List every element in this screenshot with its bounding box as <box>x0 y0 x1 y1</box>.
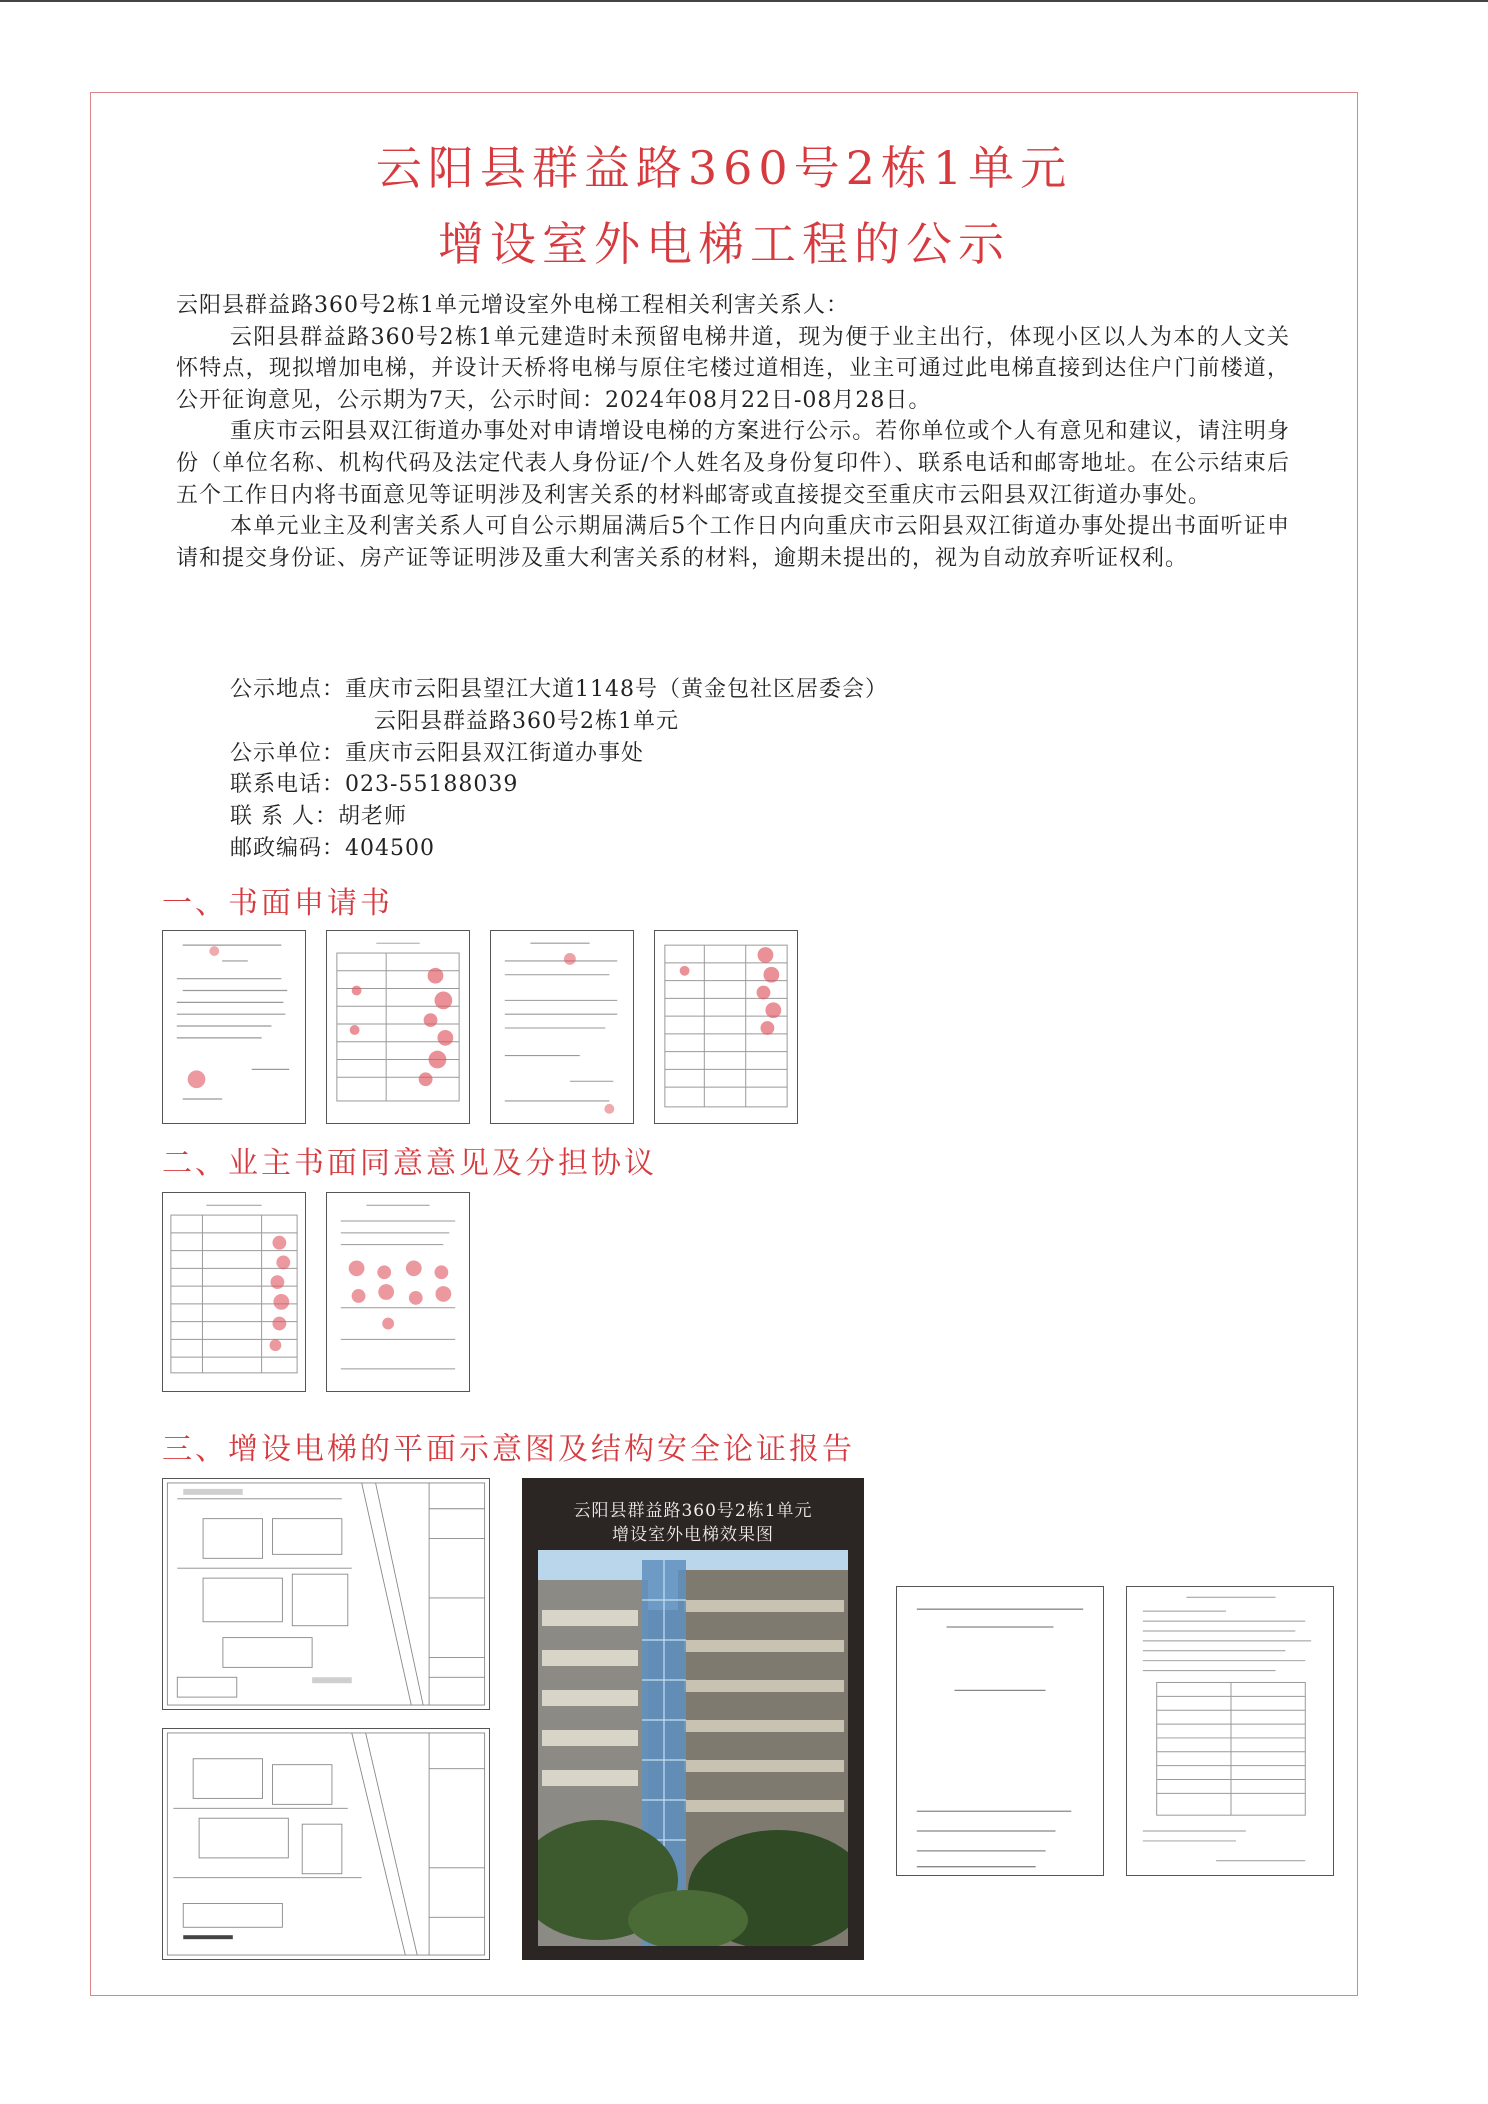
salutation: 云阳县群益路360号2栋1单元增设室外电梯工程相关利害关系人： <box>176 293 849 318</box>
info-phone-row <box>230 769 888 801</box>
info-unit-row <box>230 738 888 770</box>
consent-doc-thumbnail-1 <box>162 1192 306 1392</box>
postcode-label: 邮政编码： <box>230 835 346 861</box>
paragraph-3: 本单元业主及利害关系人可自公示期届满后5个工作日内向重庆市云阳县双江街道办事处提出书面听证申请和提交身份证、房产证等证明涉及重大利害关系的材料，逾期未提出的，视为自动放弃听证权利。 <box>176 514 1290 571</box>
document-image <box>163 931 305 1123</box>
section-heading-plan: 三、增设电梯的平面示意图及结构安全论证报告 <box>162 1432 855 1467</box>
application-doc-thumbnail-2 <box>326 930 470 1124</box>
rendering-caption-2: 增设室外电梯效果图 <box>612 1525 774 1545</box>
document-image <box>1127 1587 1333 1875</box>
document-image <box>655 931 797 1123</box>
notice-title-line-1: 云阳县群益路360号2栋1单元 <box>375 141 1073 195</box>
site-plan-drawing-1 <box>162 1478 490 1710</box>
postcode-value: 404500 <box>345 835 435 861</box>
contact-label: 联 系 人： <box>230 804 338 830</box>
document-image <box>327 1193 469 1391</box>
notice-body <box>176 290 1290 574</box>
document-image <box>491 931 633 1123</box>
elevator-rendering-image <box>538 1550 848 1946</box>
unit-label: 公示单位： <box>230 740 346 766</box>
section-heading-consent: 二、业主书面同意意见及分担协议 <box>162 1146 657 1181</box>
notice-title-line-2: 增设室外电梯工程的公示 <box>438 217 1010 271</box>
top-border-line <box>0 0 1488 2</box>
elevator-rendering-panel <box>522 1478 864 1960</box>
consent-doc-thumbnail-2 <box>326 1192 470 1392</box>
location-label: 公示地点： <box>230 677 346 702</box>
location-1: 重庆市云阳县望江大道1148号（黄金包社区居委会） <box>345 677 889 702</box>
location-2: 云阳县群益路360号2栋1单元 <box>374 708 679 734</box>
rendering-caption-1: 云阳县群益路360号2栋1单元 <box>573 1501 813 1521</box>
paragraph-2: 重庆市云阳县双江街道办事处对申请增设电梯的方案进行公示。若你单位或个人有意见和建议，请注明身份（单位名称、机构代码及法定代表人身份证/个人姓名及身份复印件）、联系电话和邮寄地址。在公示结束后五个工作日内将书面意见等证明涉及利害关系的材料邮寄或直接提交至重庆市云阳县双江街道办事处。 <box>176 419 1290 508</box>
floor-plan-image <box>163 1479 489 1709</box>
section-heading-application: 一、书面申请书 <box>162 886 393 921</box>
application-doc-thumbnail-4 <box>654 930 798 1124</box>
contact-value: 胡老师 <box>338 804 408 830</box>
application-doc-thumbnail-3 <box>490 930 634 1124</box>
site-plan-drawing-2 <box>162 1728 490 1960</box>
info-location-row <box>230 674 888 706</box>
contact-info-block <box>230 674 888 865</box>
info-contact-row <box>230 801 888 833</box>
application-doc-thumbnail-1 <box>162 930 306 1124</box>
structural-report-page <box>1126 1586 1334 1876</box>
document-image <box>897 1587 1103 1875</box>
paragraph-1: 云阳县群益路360号2栋1单元建造时未预留电梯井道，现为便于业主出行，体现小区以人为本的人文关怀特点，现拟增加电梯，并设计天桥将电梯与原住宅楼过道相连，业主可通过此电梯直接到达住户门前楼道，公开征询意见，公示期为7天，公示时间：2024年08月22日-08月28日。 <box>176 324 1290 413</box>
phone-label: 联系电话： <box>230 772 346 798</box>
document-image <box>327 931 469 1123</box>
document-image <box>163 1193 305 1391</box>
floor-plan-image <box>163 1729 489 1959</box>
info-postcode-row <box>230 833 888 865</box>
structural-report-cover <box>896 1586 1104 1876</box>
unit-value: 重庆市云阳县双江街道办事处 <box>345 740 645 766</box>
phone-value: 023-55188039 <box>345 772 519 798</box>
